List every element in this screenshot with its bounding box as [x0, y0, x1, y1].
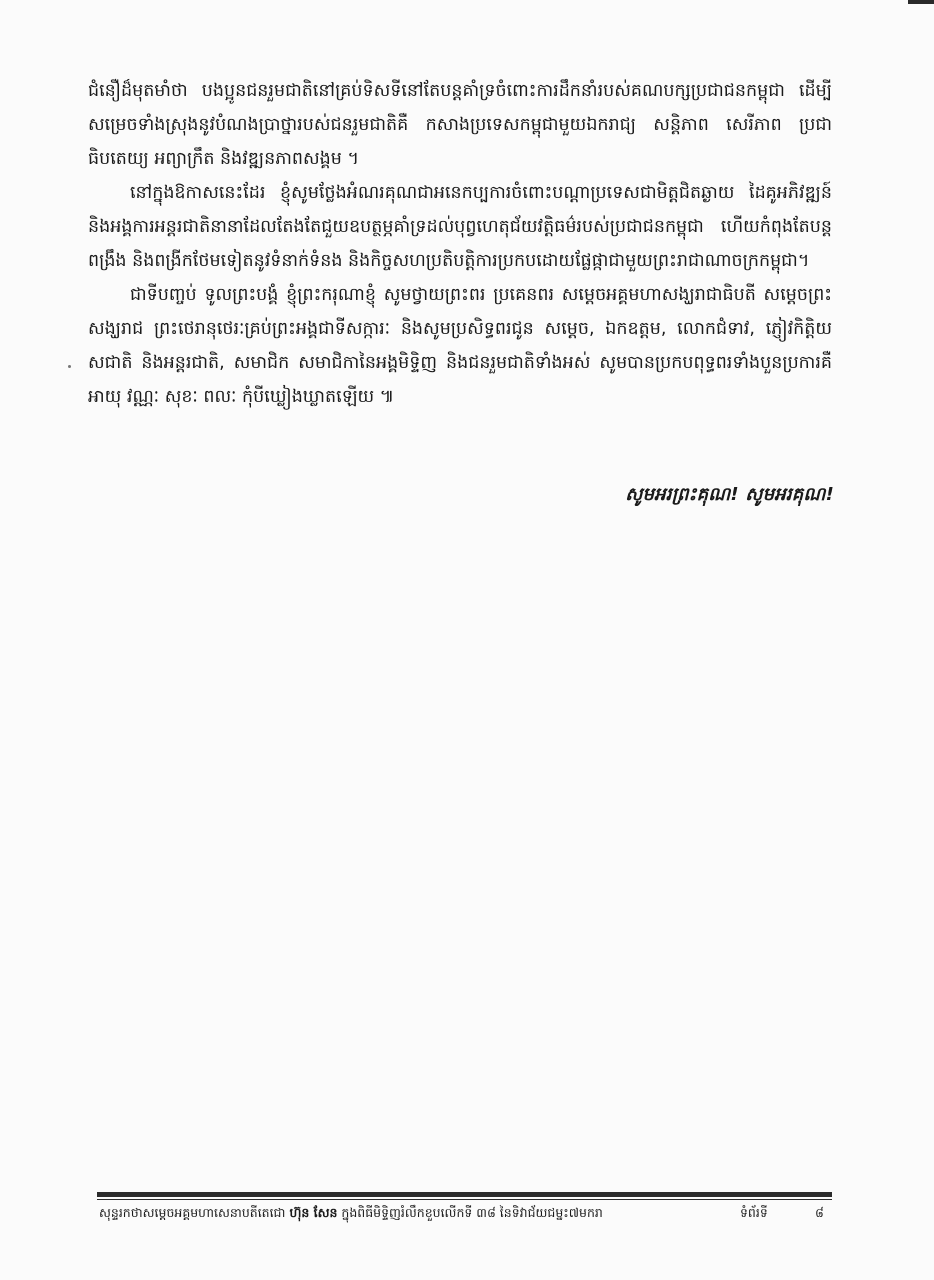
body-text: [88, 74, 832, 414]
footer-caption-prefix: សុន្ទរកថាសម្តេចអគ្គមហាសេនាបតីតេជោ: [99, 1205, 290, 1220]
footer-caption-suffix: ក្នុងពិធីមិទ្ទិញរំលឹកខួបលើកទី ៣៨ នៃទិវាជ័យជម្នះ៧មករា: [337, 1205, 603, 1220]
footer-caption-name: ហ៊ុន សែន: [289, 1205, 338, 1220]
scan-speck: [68, 365, 71, 368]
footer-page-number: ៨: [815, 1205, 824, 1220]
footer-rule-thick: [97, 1192, 832, 1197]
closing-thanks: សូមអរព្រះគុណ! សូមអរគុណ!: [625, 484, 834, 505]
footer-caption: [99, 1205, 603, 1224]
footer-page-label: ទំព័រទី: [740, 1205, 768, 1220]
scan-edge-mark: [908, 0, 934, 4]
footer-rule-thin: [97, 1199, 832, 1200]
paragraph-2: នៅក្នុងឱកាសនេះដែរ ខ្ញុំសូមថ្លែងអំណរគុណជាអនេកប្បការចំពោះបណ្តាប្រទេសជាមិត្តជិតឆ្ងាយ ដៃគូអភិវឌ្ឍន៍ និងអង្គការអន្តរជាតិនានាដែលតែងតែជួយឧបត្ថម្ភគាំទ្រដល់បុព្វហេតុជ័យវត្តិធម៌របស់ប្រជាជនកម្ពុជា ហើយកំពុងតែបន្តពង្រឹង និងពង្រីកថែមទៀតនូវទំនាក់ទំនង និងកិច្ចសហប្រតិបត្តិការប្រកបដោយផ្លែផ្កាជាមួយព្រះរាជាណាចក្រកម្ពុជា។: [88, 183, 832, 271]
paragraph-1: ជំនឿដ៏មុតមាំថា បងប្អូនជនរួមជាតិនៅគ្រប់ទិសទីនៅតែបន្តគាំទ្រចំពោះការដឹកនាំរបស់គណបក្សប្រជាជនកម្ពុជា ដើម្បីសម្រេចទាំងស្រុងនូវបំណងប្រាថ្នារបស់ជនរួមជាតិគឺ កសាងប្រទេសកម្ពុជាមួយឯករាជ្យ សន្តិភាព សេរីភាព ប្រជាធិបតេយ្យ អព្យាក្រឹត និងវឌ្ឍនភាពសង្គម ។: [88, 81, 832, 169]
paragraph-3: ជាទីបញ្ចប់ ទូលព្រះបង្គំ ខ្ញុំព្រះករុណាខ្ញុំ សូមថ្វាយព្រះពរ ប្រគេនពរ សម្តេចអគ្គមហាសង្ឃរាជាធិបតី សម្តេចព្រះសង្ឃរាជ ព្រះថេរានុថេរៈគ្រប់ព្រះអង្គជាទីសក្ការៈ និងសូមប្រសិទ្ធពរជូន សម្តេច, ឯកឧត្តម, លោកជំទាវ, ភ្ញៀវកិត្តិយសជាតិ និងអន្តរជាតិ, សមាជិក សមាជិកានៃអង្គមិទ្ទិញ និងជនរួមជាតិទាំងអស់ សូមបានប្រកបពុទ្ធពរទាំងបួនប្រការគឺ អាយុ វណ្ណៈ សុខៈ ពលៈ កុំបីឃ្លៀងឃ្លាតឡើយ ៕: [88, 285, 832, 407]
